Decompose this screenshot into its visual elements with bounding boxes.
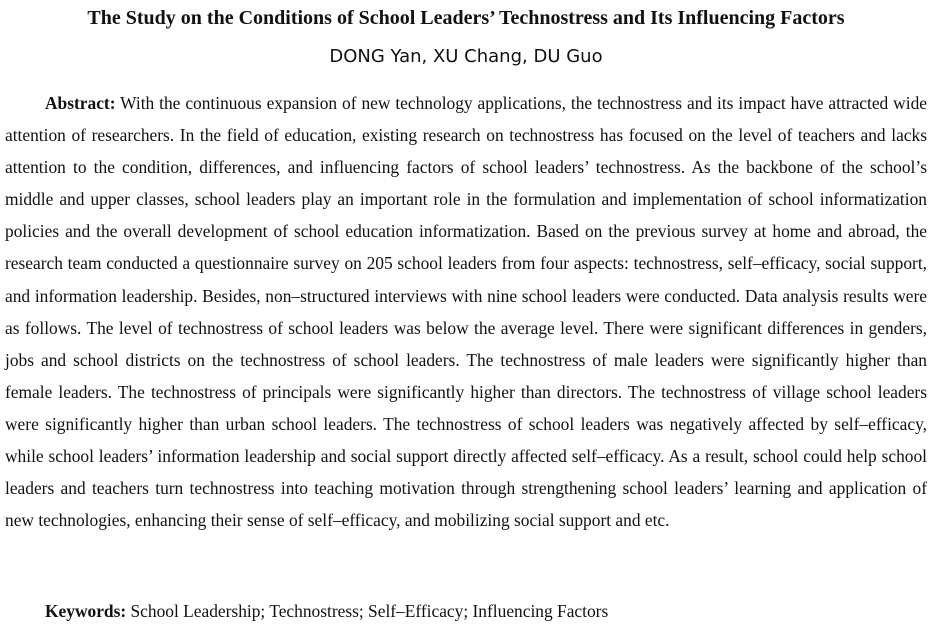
paper-authors: DONG Yan, XU Chang, DU Guo	[329, 46, 603, 67]
paper-title: The Study on the Conditions of School Leaders’ Technostress and Its Influencing Factors	[87, 7, 845, 29]
abstract-label: Abstract:	[45, 93, 116, 113]
abstract-text: With the continuous expansion of new technology applications, the technostress and its impact have attracted wide attention of researchers. In the field of education, existing research on technostress has focused on the level of teachers and lacks attention to the condition, differences, and influencing factors of school leaders’ technostress. As the backbone of the school’s middle and upper classes, school leaders play an important role in the formulation and implementation of school informatization policies and the overall development of school education informatization. Based on the previous survey at home and abroad, the research team conducted a questionnaire survey on 205 school leaders from four aspects: technostress, self–efficacy, social support, and information leadership. Besides, non–structured interviews with nine school leaders were conducted. Data analysis results were as follows. The level of technostress of school leaders was below the average level. There were significant differences in genders, jobs and school districts on the technostress of school leaders. The technostress of male leaders were significantly higher than female leaders. The technostress of principals were significantly higher than directors. The technostress of village school leaders were significantly higher than urban school leaders. The technostress of school leaders was negatively affected by self–efficacy, while school leaders’ information leadership and social support directly affected self–efficacy. As a result, school could help school leaders and teachers turn technostress into teaching motivation through strengthening school leaders’ learning and application of new technologies, enhancing their sense of self–efficacy, and mobilizing social support and etc.	[5, 93, 927, 531]
keywords-text: School Leadership; Technostress; Self–Efficacy; Influencing Factors	[130, 601, 609, 621]
keywords-label: Keywords:	[45, 601, 127, 621]
keywords-paragraph	[45, 597, 925, 625]
abstract-paragraph	[5, 87, 927, 536]
